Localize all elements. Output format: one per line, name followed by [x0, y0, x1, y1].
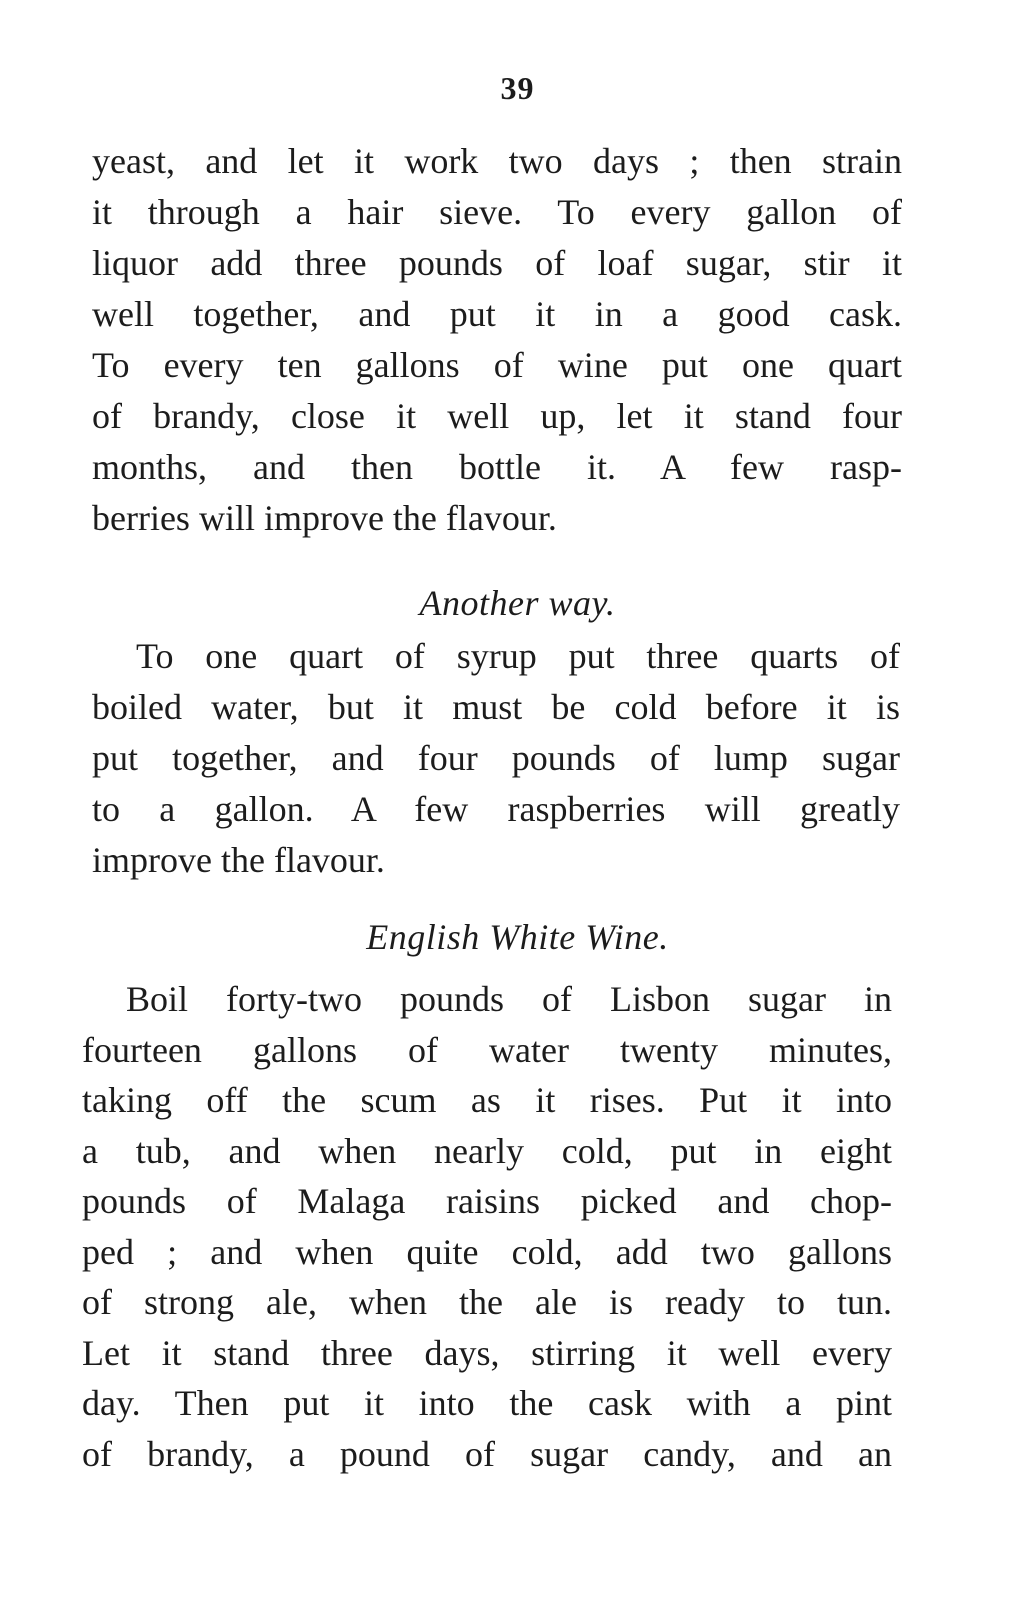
- text-line: boiled water, but it must be cold before it is: [92, 687, 900, 727]
- text-line: To one quart of syrup put three quarts of: [136, 636, 900, 676]
- text-line: berries will improve the flavour.: [92, 498, 557, 538]
- text-line: day. Then put it into the cask with a pint: [82, 1383, 892, 1423]
- text-line: of strong ale, when the ale is ready to tun.: [82, 1282, 892, 1322]
- text-line: To every ten gallons of wine put one quart: [92, 345, 902, 385]
- paragraph-another-way: [92, 631, 900, 886]
- text-line: a tub, and when nearly cold, put in eight: [82, 1130, 892, 1171]
- page-number: 39: [500, 70, 535, 106]
- text-line: of brandy, a pound of sugar candy, and an: [82, 1433, 892, 1474]
- text-line: Let it stand three days, stirring it well every: [82, 1332, 892, 1373]
- section-heading-another-way: Another way.: [419, 583, 616, 623]
- text-line: fourteen gallons of water twenty minutes,: [82, 1029, 892, 1070]
- paragraph-english-white-wine: [82, 974, 892, 1479]
- text-line: yeast, and let it work two days ; then strain: [92, 141, 902, 181]
- text-line: liquor add three pounds of loaf sugar, stir it: [92, 243, 902, 283]
- paragraph-continuation: [92, 136, 902, 544]
- text-line: pounds of Malaga raisins picked and chop-: [82, 1181, 892, 1221]
- text-line: of brandy, close it well up, let it stand four: [92, 396, 902, 436]
- text-line: well together, and put it in a good cask.: [92, 294, 902, 334]
- section-heading-english-white-wine: English White Wine.: [366, 917, 669, 957]
- text-line: put together, and four pounds of lump sugar: [92, 738, 900, 778]
- text-line: Boil forty-two pounds of Lisbon sugar in: [126, 979, 892, 1019]
- text-line: it through a hair sieve. To every gallon of: [92, 192, 902, 232]
- text-line: months, and then bottle it. A few rasp-: [92, 447, 902, 487]
- text-line: ped ; and when quite cold, add two gallons: [82, 1231, 892, 1272]
- text-line: to a gallon. A few raspberries will greatly: [92, 789, 900, 829]
- text-line: improve the flavour.: [92, 840, 385, 880]
- text-line: taking off the scum as it rises. Put it into: [82, 1080, 892, 1120]
